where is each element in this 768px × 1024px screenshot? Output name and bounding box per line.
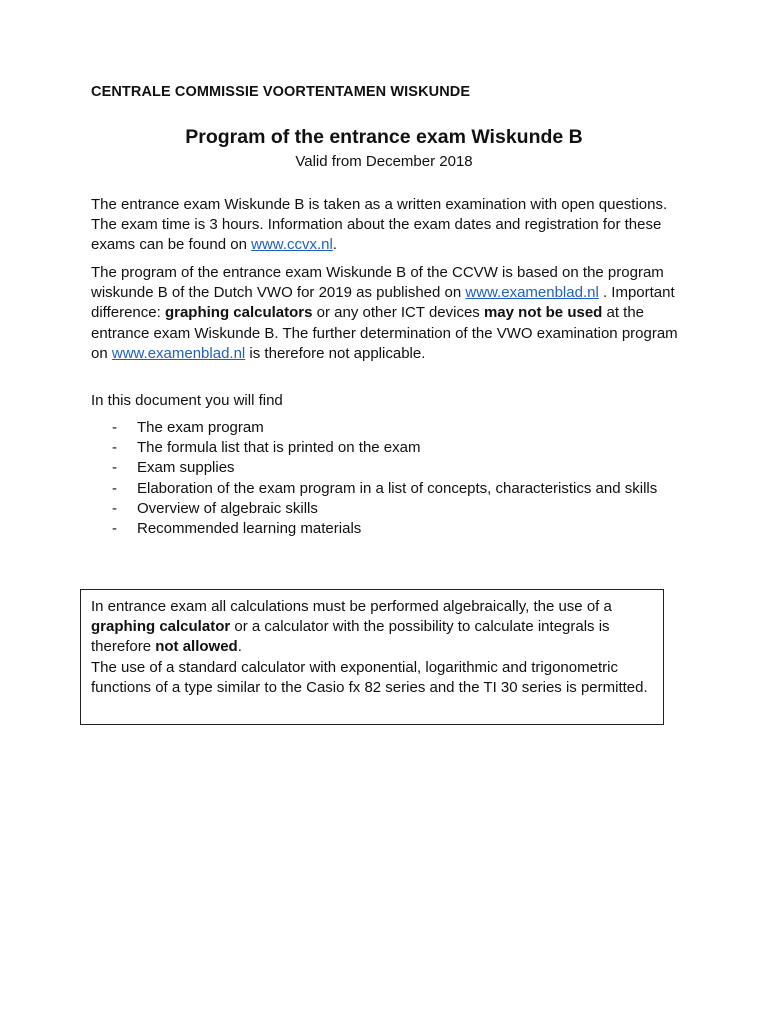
list-item: [112, 519, 657, 539]
graphing-calculators-bold: graphing calculators: [164, 304, 313, 322]
document-subtitle: Valid from December 2018: [295, 153, 473, 170]
graphing-calculator-bold: graphing calculator: [91, 618, 231, 636]
list-item-text: The formula list that is printed on the exam: [137, 439, 421, 457]
list-dash: -: [112, 439, 117, 457]
list-dash: -: [112, 459, 117, 477]
program-text-5: is therefore not applicable.: [245, 344, 426, 362]
examenblad-link-1[interactable]: www.examenblad.nl: [465, 284, 599, 302]
notice-text-2: or a calculator with the possibility to calculate integrals is therefore: [91, 618, 610, 656]
list-item-text: Exam supplies: [137, 459, 235, 477]
notice-permitted-text: The use of a standard calculator with exponential, logarithmic and trigonometric functions of a type similar to the Casio fx 82 series and the TI 30 series is permitted.: [91, 658, 648, 696]
intro-end: .: [332, 236, 337, 254]
notice-text-1: In entrance exam all calculations must be performed algebraically, the use of a: [91, 598, 612, 615]
list-item-text: The exam program: [137, 419, 264, 436]
may-not-be-used-bold: may not be used: [483, 304, 603, 322]
organization-name: CENTRALE COMMISSIE VOORTENTAMEN WISKUNDE: [91, 84, 471, 100]
contents-list: [112, 418, 657, 539]
ccvx-link[interactable]: www.ccvx.nl: [251, 236, 333, 254]
program-text-3: or any other ICT devices: [312, 304, 484, 322]
program-paragraph: [91, 263, 691, 364]
list-item: [112, 438, 657, 458]
program-text-4: at the entrance exam Wiskunde B. The further determination of the VWO examination program on: [91, 304, 678, 362]
list-item: [112, 479, 657, 499]
program-text-2: . Important difference:: [91, 284, 675, 322]
intro-paragraph: [91, 195, 691, 256]
list-dash: -: [112, 520, 117, 538]
list-item: [112, 458, 657, 478]
list-dash: -: [112, 499, 117, 517]
intro-text: The entrance exam Wiskunde B is taken as a written examination with open questions. The exam time is 3 hours. Information about the exam dates and registration for these exams can be found on: [91, 196, 668, 254]
examenblad-link-2[interactable]: www.examenblad.nl: [111, 344, 246, 362]
notice-text-3: .: [237, 638, 242, 656]
list-item-text: Elaboration of the exam program in a list of concepts, characteristics and skills: [137, 479, 658, 497]
list-item: [112, 499, 657, 519]
calculator-notice-box: [80, 589, 664, 725]
list-dash: -: [112, 419, 117, 436]
not-allowed-bold: not allowed: [155, 638, 238, 656]
list-item: [112, 418, 657, 438]
program-text-1: The program of the entrance exam Wiskunde B of the CCVW is based on the program wiskunde B of the Dutch VWO for 2019 as published on: [91, 264, 664, 302]
list-dash: -: [112, 479, 117, 497]
contents-intro: In this document you will find: [91, 392, 283, 409]
document-title: Program of the entrance exam Wiskunde B: [185, 126, 583, 148]
list-item-text: Recommended learning materials: [137, 520, 362, 538]
list-item-text: Overview of algebraic skills: [137, 499, 318, 517]
